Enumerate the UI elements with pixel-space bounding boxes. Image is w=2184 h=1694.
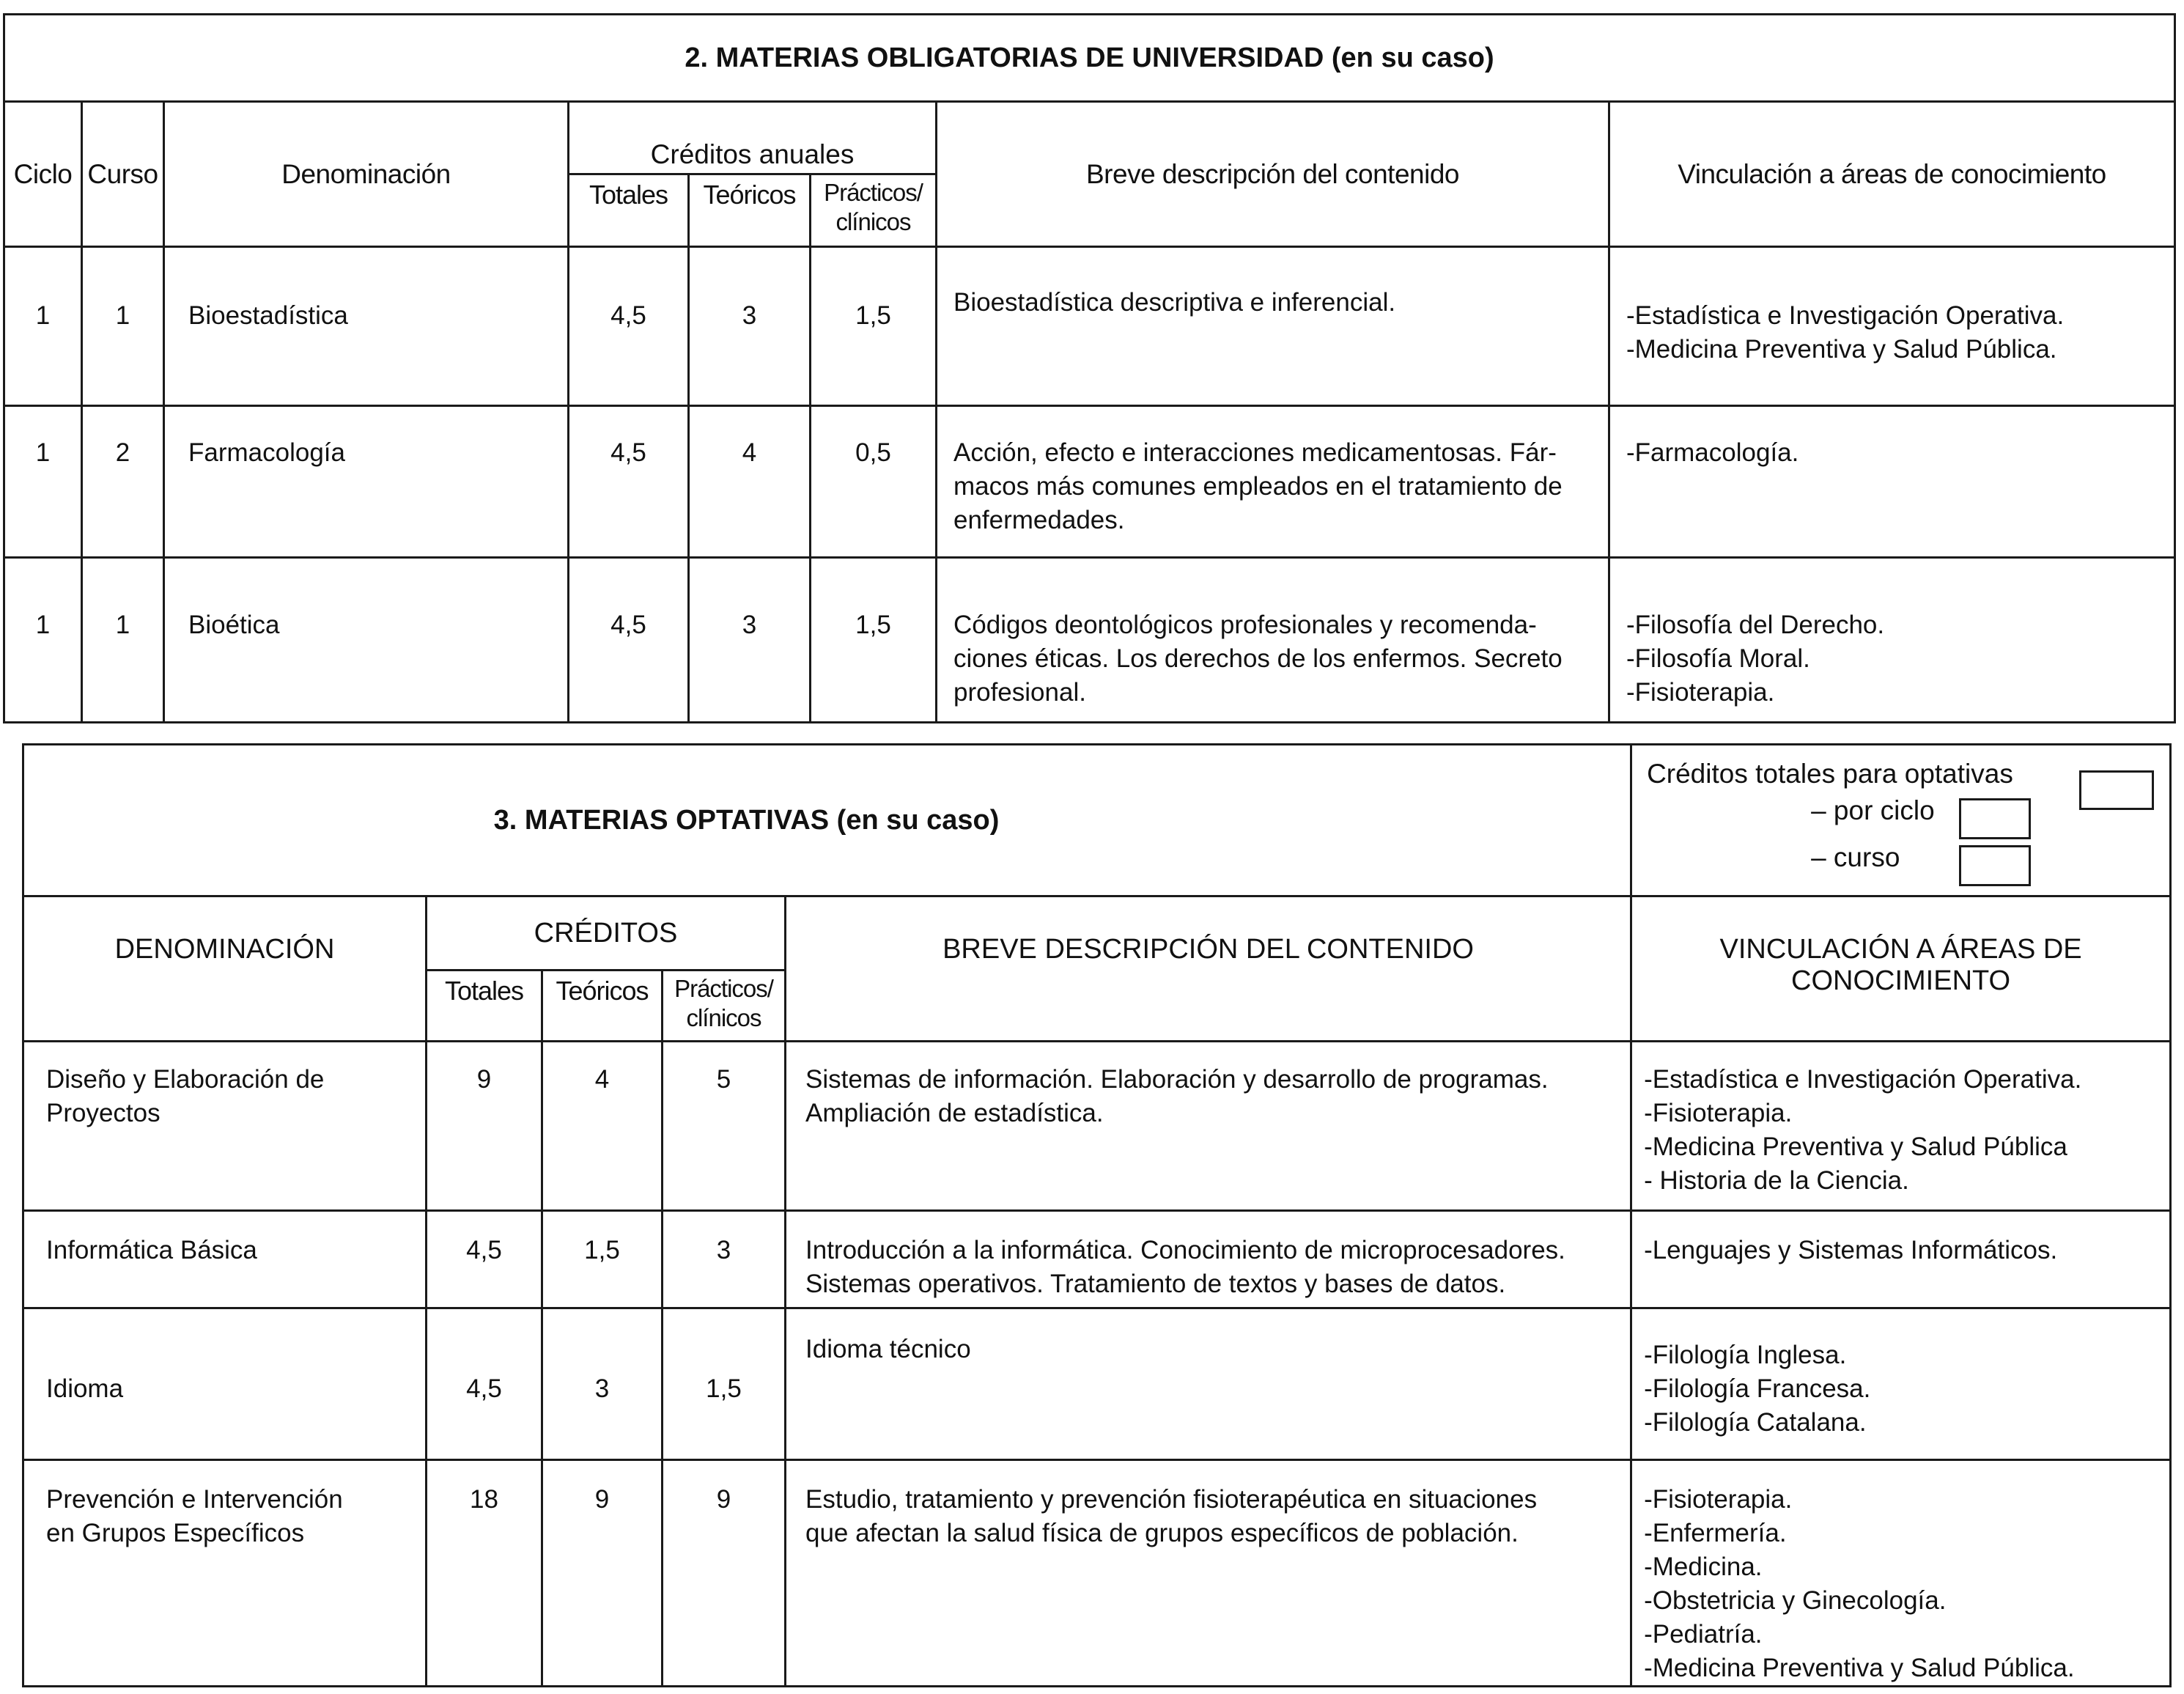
header-practicos-line1: Prácticos/ [674,975,773,1002]
cell-descripcion [786,1042,1631,1211]
cell-curso: 1 [82,558,164,723]
cell-totales: 18 [427,1460,542,1687]
cell-curso: 2 [82,406,164,558]
descripcion-line: Idioma técnico [805,1335,971,1363]
cell-practicos: 1,5 [811,247,937,406]
denominacion-line: en Grupos Específicos [46,1519,305,1547]
table-row [23,1211,2171,1308]
cell-ciclo: 1 [4,247,82,406]
area-item: -Filología Francesa. [1644,1374,1871,1403]
cell-practicos: 3 [663,1211,786,1308]
cell-totales: 4,5 [569,406,689,558]
cell-teoricos: 9 [542,1460,663,1687]
table-row [23,1308,2171,1460]
area-item: -Medicina Preventiva y Salud Pública. [1626,335,2057,364]
area-item: -Fisioterapia. [1644,1099,1793,1127]
cell-descripcion [786,1460,1631,1687]
optativas-title: Créditos totales para optativas [1647,759,2013,789]
descripcion-line: profesional. [953,678,1086,707]
cell-practicos: 0,5 [811,406,937,558]
descripcion-line: Introducción a la informática. Conocimiento de microprocesadores. [805,1236,1565,1264]
cell-areas [1609,558,2175,723]
cell-denominacion [23,1042,427,1211]
cell-practicos: 9 [663,1460,786,1687]
denominacion-line: Diseño y Elaboración de [46,1065,325,1094]
cell-teoricos: 1,5 [542,1211,663,1308]
header-descripcion: Breve descripción del contenido [937,102,1609,247]
area-item: -Farmacología. [1626,438,1799,467]
descripcion-line: enfermedades. [953,506,1125,534]
area-item: -Filología Catalana. [1644,1408,1867,1437]
header-vinculacion: Vinculación a áreas de conocimiento [1609,102,2175,247]
cell-descripcion [786,1308,1631,1460]
cell-totales: 4,5 [569,558,689,723]
table-row [4,558,2175,723]
header-vinculacion-line2: CONOCIMIENTO [1791,965,2011,996]
table-row [23,1042,2171,1211]
descripcion-line: Códigos deontológicos profesionales y recomenda- [953,611,1537,639]
header-teoricos: Teóricos [689,174,811,247]
cell-descripcion [937,247,1609,406]
descripcion-line: Ampliación de estadística. [805,1099,1104,1127]
cell-areas [1631,1042,2171,1211]
descripcion-line: que afectan la salud física de grupos específicos de población. [805,1519,1519,1547]
area-item: -Medicina Preventiva y Salud Pública. [1644,1654,2075,1682]
area-item: -Fisioterapia. [1626,678,1775,707]
optativas-table [22,743,2172,1687]
area-item: -Filología Inglesa. [1644,1341,1847,1369]
cell-teoricos: 3 [689,558,811,723]
area-item: - Historia de la Ciencia. [1644,1166,1909,1195]
cell-denominacion: Farmacología [164,406,569,558]
table-row [4,247,2175,406]
section2-title: 2. MATERIAS OBLIGATORIAS DE UNIVERSIDAD (en su caso) [4,15,2175,102]
cell-totales: 4,5 [569,247,689,406]
area-item: -Estadística e Investigación Operativa. [1644,1065,2082,1094]
header-practicos-line1: Prácticos/ [824,179,923,206]
cell-denominacion: Bioética [164,558,569,723]
descripcion-line: Estudio, tratamiento y prevención fisioterapéutica en situaciones [805,1485,1538,1514]
table-row [23,1460,2171,1687]
cell-areas [1631,1460,2171,1687]
header-ciclo: Ciclo [4,102,82,247]
area-item: -Enfermería. [1644,1519,1787,1547]
cell-totales: 4,5 [427,1308,542,1460]
descripcion-line: Acción, efecto e interacciones medicamentosas. Fár- [953,438,1557,467]
header-practicos-line2: clínicos [835,208,911,235]
header-descripcion: BREVE DESCRIPCIÓN DEL CONTENIDO [786,896,1631,1042]
optativas-credits-box [1631,745,2171,896]
area-item: -Lenguajes y Sistemas Informáticos. [1644,1236,2058,1264]
header-vinculacion [1631,896,2171,1042]
header-practicos [811,174,937,247]
descripcion-line: Sistemas de información. Elaboración y desarrollo de programas. [805,1065,1549,1094]
header-vinculacion-line1: VINCULACIÓN A ÁREAS DE [1719,934,2082,965]
cell-totales: 9 [427,1042,542,1211]
descripcion-line: macos más comunes empleados en el tratamiento de [953,472,1563,501]
cell-areas [1631,1211,2171,1308]
header-curso: Curso [82,102,164,247]
cell-practicos: 1,5 [663,1308,786,1460]
area-item: -Estadística e Investigación Operativa. [1626,301,2065,330]
cell-teoricos: 4 [542,1042,663,1211]
optativas-por-ciclo-label: – por ciclo [1811,795,1935,825]
header-teoricos: Teóricos [542,971,663,1042]
denominacion-line: Prevención e Intervención [46,1485,343,1514]
cell-teoricos: 4 [689,406,811,558]
obligatorias-table [3,13,2176,723]
cell-areas [1609,247,2175,406]
cell-descripcion [786,1211,1631,1308]
area-item: -Medicina. [1644,1553,1763,1581]
header-totales: Totales [427,971,542,1042]
cell-curso: 1 [82,247,164,406]
cell-teoricos: 3 [689,247,811,406]
denominacion-line: Proyectos [46,1099,161,1127]
header-creditos-anuales: Créditos anuales [569,102,937,174]
cell-ciclo: 1 [4,406,82,558]
cell-ciclo: 1 [4,558,82,723]
cell-descripcion [937,406,1609,558]
area-item: -Filosofía del Derecho. [1626,611,1885,639]
table-row [4,406,2175,558]
cell-denominacion [23,1308,427,1460]
descripcion-line: Bioestadística descriptiva e inferencial. [953,288,1396,317]
descripcion-line: ciones éticas. Los derechos de los enfermos. Secreto [953,644,1563,673]
optativas-por-ciclo-field[interactable] [1959,798,2031,839]
cell-totales: 4,5 [427,1211,542,1308]
cell-areas [1609,406,2175,558]
header-denominacion: Denominación [164,102,569,247]
optativas-total-field[interactable] [2079,770,2154,810]
area-item: -Obstetricia y Ginecología. [1644,1586,1947,1615]
header-creditos: CRÉDITOS [427,896,786,971]
header-totales: Totales [569,174,689,247]
cell-areas [1631,1308,2171,1460]
cell-practicos: 5 [663,1042,786,1211]
denominacion-line: Idioma [46,1374,124,1403]
cell-descripcion [937,558,1609,723]
header-denominacion: DENOMINACIÓN [23,896,427,1042]
cell-denominacion [23,1460,427,1687]
header-practicos [663,971,786,1042]
area-item: -Fisioterapia. [1644,1485,1793,1514]
area-item: -Pediatría. [1644,1620,1763,1649]
optativas-curso-label: – curso [1811,842,1900,872]
cell-denominacion [23,1211,427,1308]
area-item: -Filosofía Moral. [1626,644,1810,673]
denominacion-line: Informática Básica [46,1236,257,1264]
cell-denominacion: Bioestadística [164,247,569,406]
optativas-curso-field[interactable] [1959,845,2031,886]
area-item: -Medicina Preventiva y Salud Pública [1644,1133,2067,1161]
cell-practicos: 1,5 [811,558,937,723]
section3-title: 3. MATERIAS OPTATIVAS (en su caso) [23,745,1631,896]
descripcion-line: Sistemas operativos. Tratamiento de textos y bases de datos. [805,1270,1506,1298]
cell-teoricos: 3 [542,1308,663,1460]
header-practicos-line2: clínicos [686,1004,761,1031]
